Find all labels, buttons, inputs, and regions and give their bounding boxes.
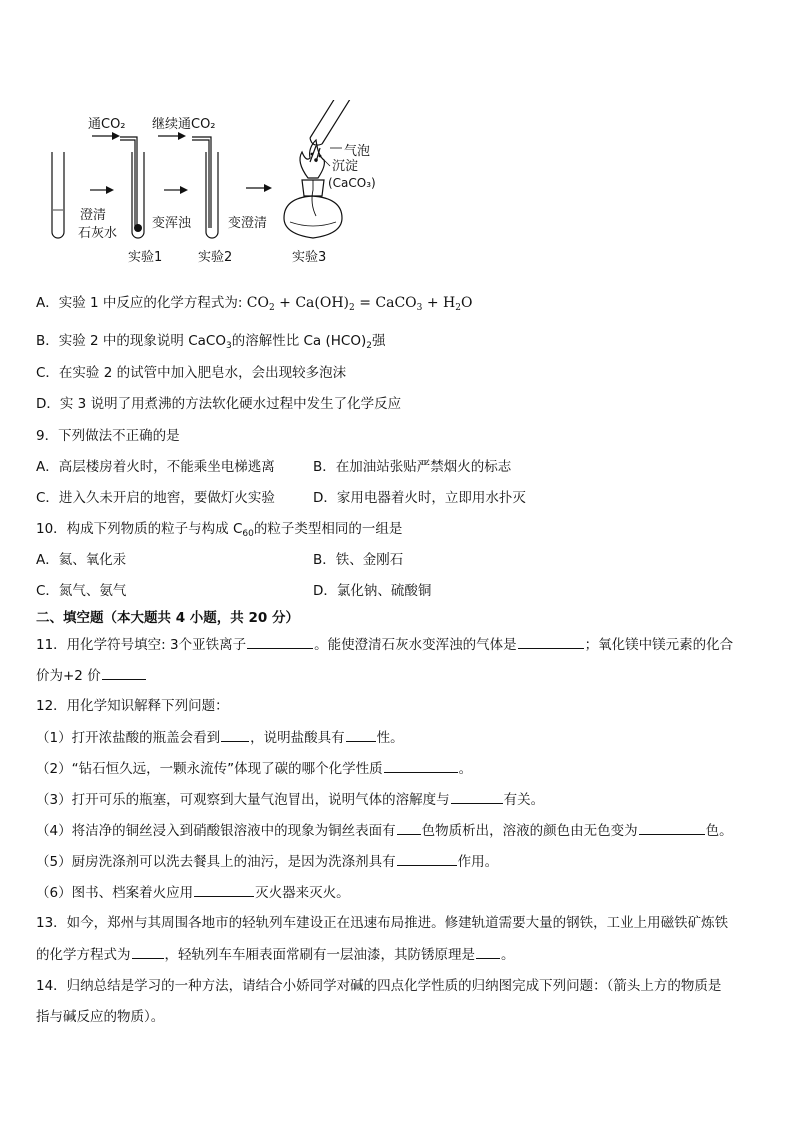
q9-row-2: [36, 489, 756, 507]
q12-part-5: （5）厨房洗涤剂可以洗去餐具上的油污，是因为洗涤剂具有 作用。: [36, 854, 499, 870]
label-precip: 沉淀: [332, 159, 359, 174]
q9-option-c: C．进入久未开启的地窖，要做灯火实验: [36, 490, 275, 506]
experiment-figure: [40, 100, 440, 275]
q9-option-b: B．在加油站张贴严禁烟火的标志: [313, 459, 512, 475]
answer-blank[interactable]: [518, 635, 584, 649]
q10-option-c: C．氮气、氨气: [36, 583, 127, 599]
label-clear: 变澄清: [228, 216, 268, 231]
q10-row-2: [36, 582, 756, 600]
test-tube-exp2: [206, 152, 218, 238]
alcohol-lamp: [284, 196, 342, 238]
answer-blank[interactable]: [397, 852, 457, 866]
section-title: 二、填空题（本大题共 4 小题，共 20 分）: [36, 610, 299, 626]
answer-blank[interactable]: [194, 883, 254, 897]
answer-blank[interactable]: [221, 728, 249, 742]
answer-blank[interactable]: [132, 945, 164, 959]
label-limewater-1: 澄清: [80, 208, 107, 223]
answer-blank[interactable]: [639, 821, 705, 835]
flame: [300, 140, 324, 178]
answer-blank[interactable]: [247, 635, 313, 649]
q12-part-4: （4）将洁净的铜丝浸入到硝酸银溶液中的现象为铜丝表面有 色物质析出，溶液的颜色由无色变为 色。: [36, 823, 733, 839]
q9-option-d: D．家用电器着火时，立即用水扑灭: [313, 490, 526, 506]
q13-line-2: 的化学方程式为 ，轻轨列车车厢表面常刷有一层油漆，其防锈原理是 。: [36, 947, 515, 963]
tilted-test-tube: [310, 100, 352, 145]
q10-stem: 10．构成下列物质的粒子与构成 $C_{60}$的粒子类型相同的一组是: [36, 521, 403, 539]
q11-line-2: 价为+2 价: [36, 666, 147, 685]
q8-option-c: C．在实验 2 的试管中加入肥皂水，会出现较多泡沫: [36, 365, 347, 381]
label-limewater-2: 石灰水: [78, 226, 118, 241]
answer-blank[interactable]: [476, 945, 500, 959]
q9-row-1: [36, 458, 756, 476]
answer-blank[interactable]: [384, 759, 458, 773]
label-co2-2: 继续通CO₂: [152, 117, 216, 132]
q10-option-d: D．氯化钠、硫酸铜: [313, 583, 432, 599]
label-exp1: 实验1: [128, 250, 163, 265]
q9-stem: 9．下列做法不正确的是: [36, 428, 180, 444]
q8-option-d: D．实 3 说明了用煮沸的方法软化硬水过程中发生了化学反应: [36, 396, 402, 412]
label-bubble: 气泡: [344, 144, 371, 159]
test-tube-limewater: [52, 152, 64, 238]
answer-blank[interactable]: [397, 821, 421, 835]
answer-blank[interactable]: [102, 666, 146, 680]
q12-part-1: （1）打开浓盐酸的瓶盖会看到 ，说明盐酸具有 性。: [36, 730, 404, 746]
label-co2-1: 通CO₂: [88, 117, 126, 132]
q8-option-b: B．实验 2 中的现象说明 CaCO$_3$的溶解性比 Ca $(HCO)_2$强: [36, 333, 386, 351]
q11-line-1: 11．用化学符号填空: 3个亚铁离子 。能使澄清石灰水变浑浊的气体是 ；氧化镁中镁元素的化合: [36, 637, 734, 653]
label-turbid: 变浑浊: [152, 216, 192, 231]
equation: $CO_2 + Ca(OH)_2$ = CaCO$_3$ + $H_2O$: [246, 295, 473, 313]
q12-part-6: （6）图书、档案着火应用 灭火器来灭火。: [36, 885, 350, 901]
q13-line-1: 13．如今，郑州与其周围各地市的轻轨列车建设正在迅速布局推进。修建轨道需要大量的钢铁，工业上用磁铁矿炼铁: [36, 915, 729, 931]
q10-option-a: A．氦、氧化汞: [36, 552, 127, 568]
label-exp3: 实验3: [292, 250, 327, 265]
gas-tube-exp2: [192, 137, 211, 228]
q10-option-b: B．铁、金刚石: [313, 552, 404, 568]
q14-line-1: 14．归纳总结是学习的一种方法，请结合小娇同学对碱的四点化学性质的归纳图完成下列问题：（箭头上方的物质是: [36, 978, 722, 994]
q8-option-a: A．实验 1 中反应的化学方程式为: $CO_2 + Ca(OH)_2$ = CaCO$_3$ + $H_2O$: [36, 295, 473, 313]
answer-blank[interactable]: [451, 790, 503, 804]
q9-option-a: A．高层楼房着火时，不能乘坐电梯逃离: [36, 459, 275, 475]
precipitate: [134, 224, 142, 232]
q14-line-2: 指与碱反应的物质）。: [36, 1009, 165, 1025]
label-caco3: (CaCO₃): [328, 176, 376, 190]
q10-row-1: [36, 551, 756, 569]
answer-blank[interactable]: [346, 728, 376, 742]
q12-part-2: （2）“钻石恒久远，一颗永流传”体现了碳的哪个化学性质 。: [36, 761, 473, 777]
q12-part-3: （3）打开可乐的瓶塞，可观察到大量气泡冒出，说明气体的溶解度与 有关。: [36, 792, 545, 808]
label-exp2: 实验2: [198, 250, 233, 265]
q12-stem: 12．用化学知识解释下列问题：: [36, 698, 229, 714]
